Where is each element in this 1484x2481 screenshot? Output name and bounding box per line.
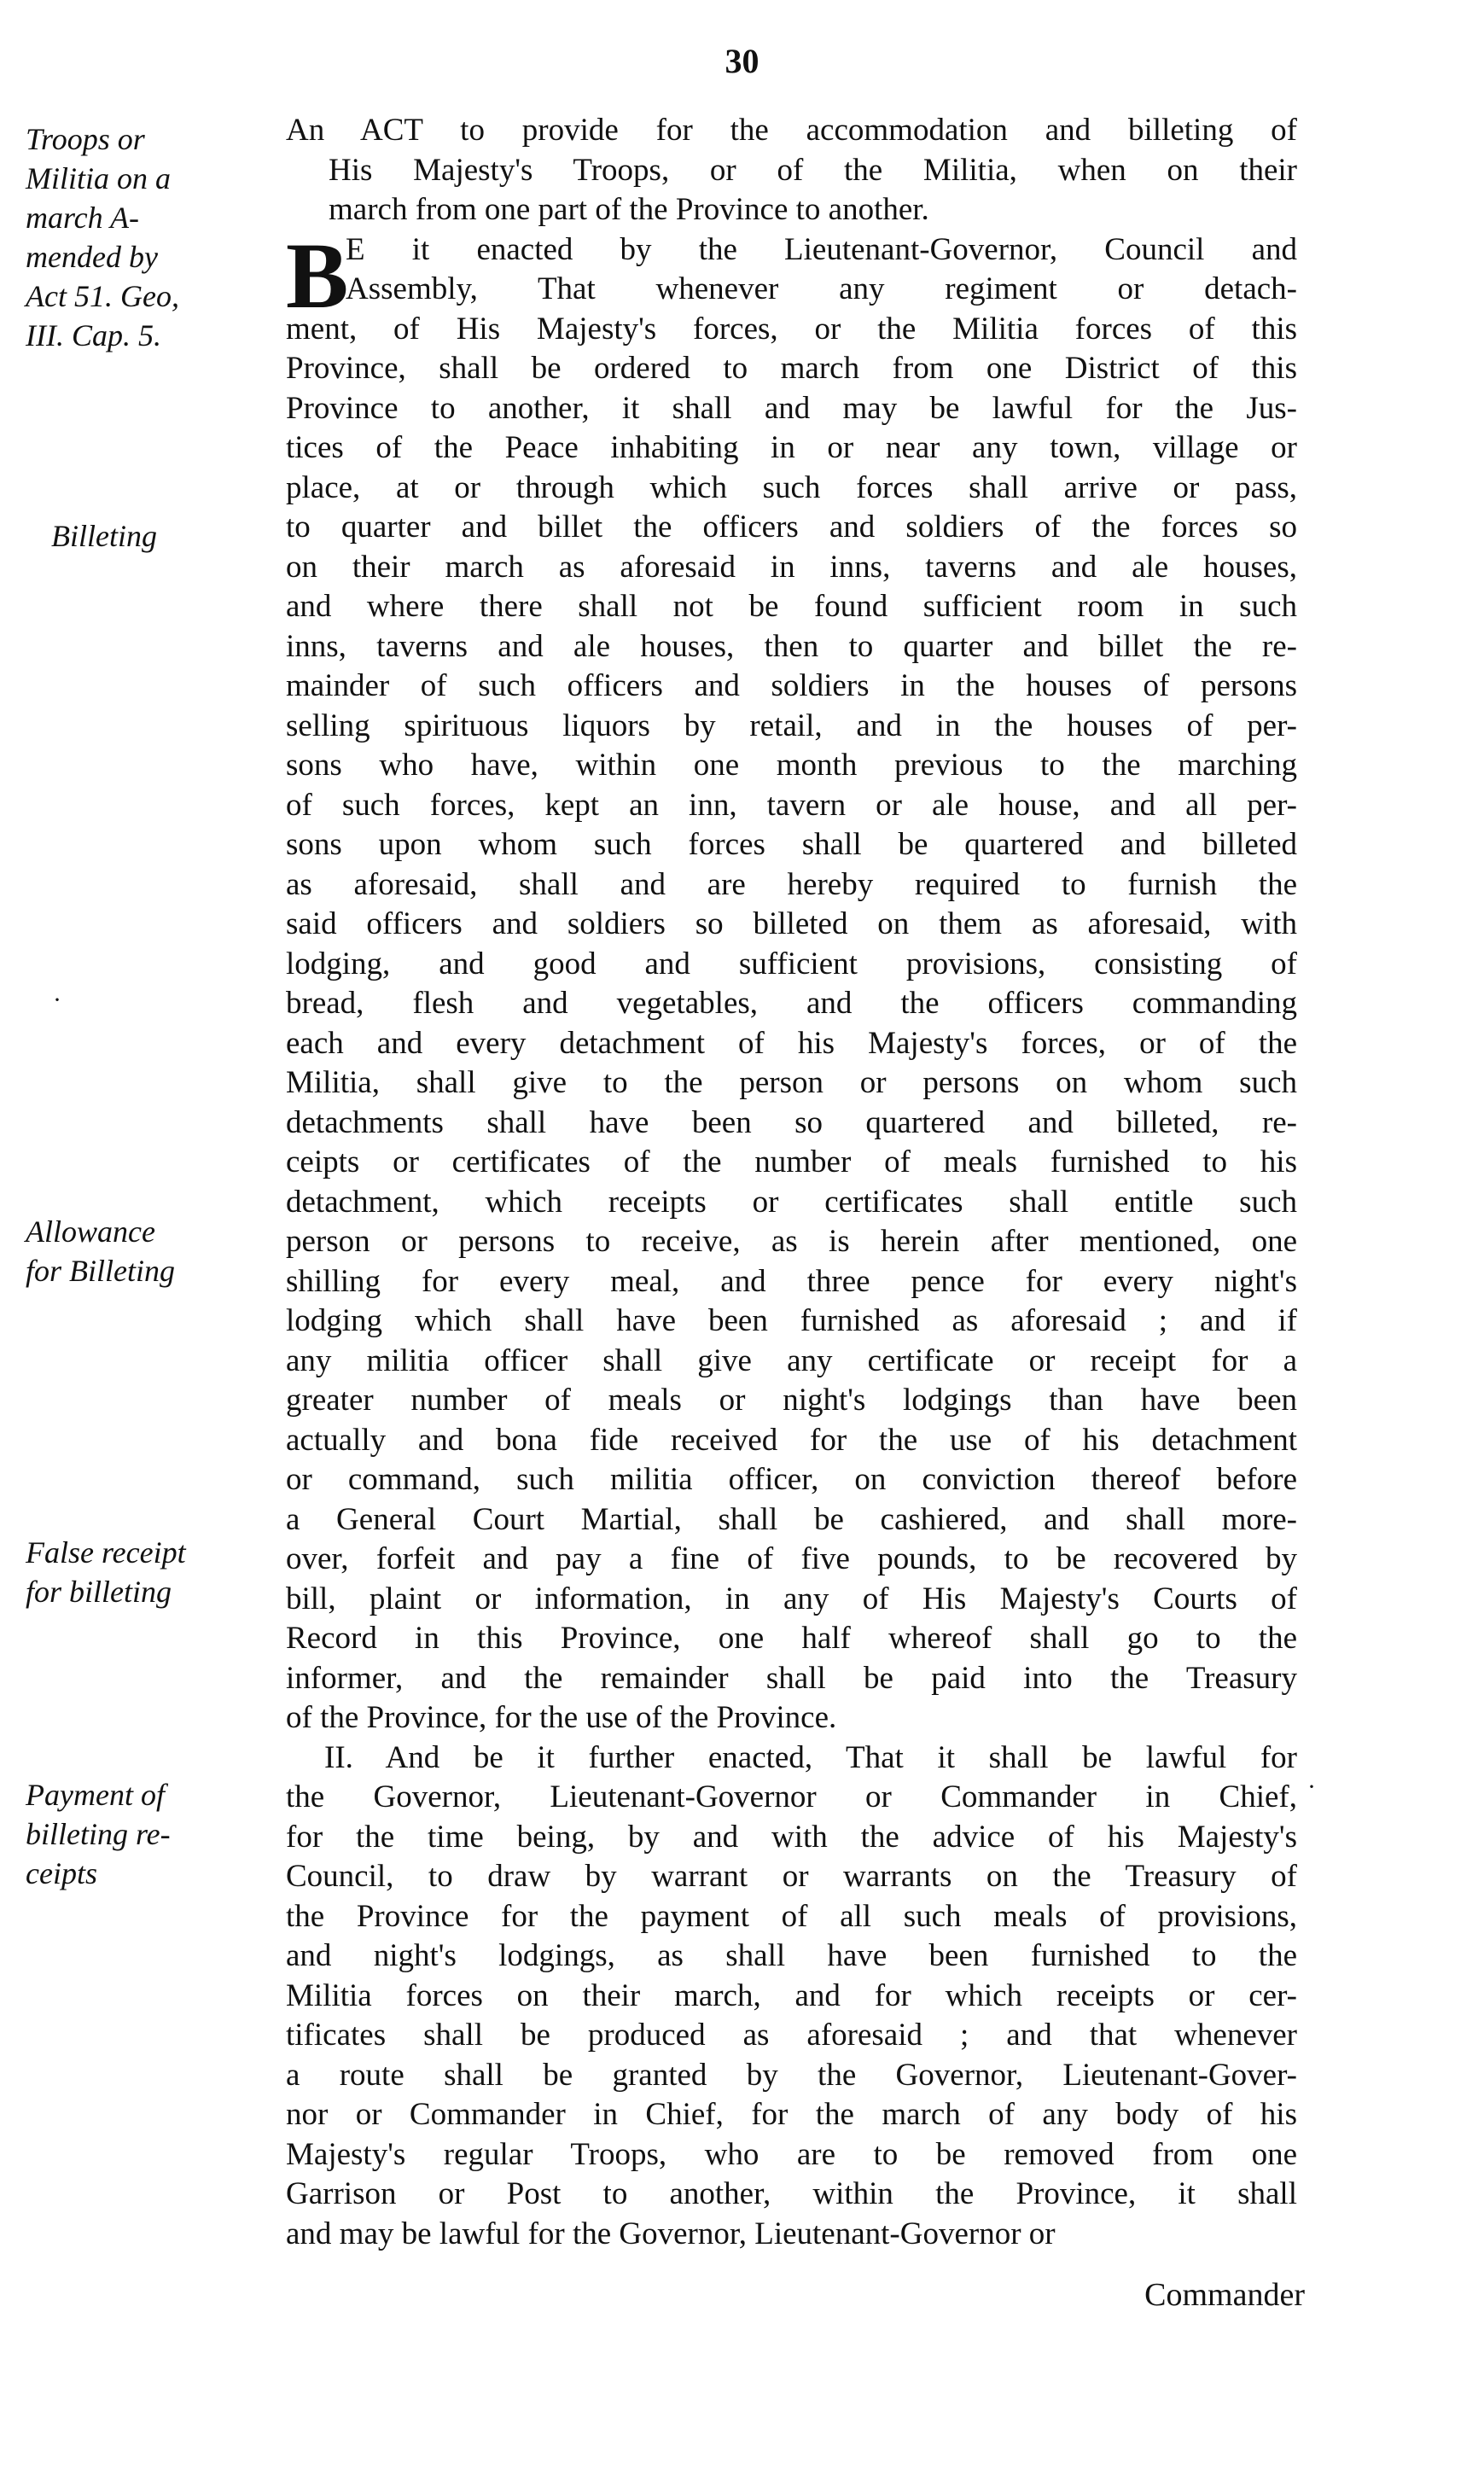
text-line: of such forces, kept an inn, tavern or ale house, and all per-	[286, 787, 1297, 823]
margin-note-allowance	[26, 1212, 273, 1290]
text-line: Record in this Province, one half whereof shall go to the	[286, 1621, 1297, 1656]
text-line: of the Province, for the use of the Province.	[286, 1700, 837, 1735]
text-line: march from one part of the Province to another.	[329, 192, 929, 227]
margin-note-line: Allowance	[26, 1214, 155, 1249]
text-line: to quarter and billet the officers and soldiers of the forces so	[286, 510, 1297, 545]
text-line: sons who have, within one month previous to the marching	[286, 748, 1297, 783]
margin-note-line: Troops or	[26, 122, 145, 156]
text-line: His Majesty's Troops, or of the Militia, when on their	[329, 152, 1297, 188]
text-line: E it enacted by the Lieutenant-Governor, Council and	[346, 231, 1297, 267]
text-line: Militia, shall give to the person or persons on whom such	[286, 1065, 1297, 1100]
text-line: Province, shall be ordered to march from one District of this	[286, 351, 1297, 386]
text-line: sons upon whom such forces shall be quartered and billeted	[286, 827, 1297, 862]
text-line: bill, plaint or information, in any of His Majesty's Courts of	[286, 1581, 1297, 1616]
text-line: the Governor, Lieutenant-Governor or Commander in Chief,	[286, 1779, 1297, 1814]
text-line: Majesty's regular Troops, who are to be removed from one	[286, 2136, 1297, 2172]
margin-note-line: mended by	[26, 240, 158, 274]
text-line: the Province for the payment of all such meals of provisions,	[286, 1898, 1297, 1934]
margin-note-line: False receipt	[26, 1535, 186, 1570]
text-line: Militia forces on their march, and for which receipts or cer-	[286, 1977, 1297, 2013]
text-line: place, at or through which such forces shall arrive or pass,	[286, 469, 1297, 505]
margin-note-line: III. Cap. 5.	[26, 318, 161, 352]
text-line: bread, flesh and vegetables, and the officers commanding	[286, 986, 1297, 1021]
margin-note-line: for Billeting	[26, 1254, 175, 1288]
margin-note-troops	[26, 119, 273, 355]
page-number: 30	[725, 42, 759, 80]
margin-note-line: for billeting	[26, 1575, 172, 1609]
margin-note-line: Payment of	[26, 1778, 165, 1812]
text-line: any militia officer shall give any certificate or receipt for a	[286, 1342, 1297, 1378]
text-line: tificates shall be produced as aforesaid ; and that whenever	[286, 2018, 1297, 2053]
text-line: An ACT to provide for the accommodation and billeting of	[286, 113, 1297, 148]
text-line: lodging which shall have been furnished as aforesaid ; and if	[286, 1303, 1297, 1338]
text-line: on their march as aforesaid in inns, taverns and ale houses,	[286, 549, 1297, 585]
margin-note-false-receipt	[26, 1533, 273, 1611]
catchword: Commander	[1144, 2277, 1305, 2313]
text-line: Province to another, it shall and may be lawful for the Jus-	[286, 390, 1297, 426]
text-line: a route shall be granted by the Governor, Lieutenant-Gover-	[286, 2057, 1297, 2093]
margin-note-line: Act 51. Geo,	[26, 279, 179, 313]
text-line: inns, taverns and ale houses, then to quarter and billet the re-	[286, 628, 1297, 664]
text-line: ceipts or certificates of the number of meals furnished to his	[286, 1144, 1297, 1179]
text-line: for the time being, by and with the advice of his Majesty's	[286, 1819, 1297, 1855]
margin-note-line: ceipts	[26, 1856, 97, 1890]
text-line: mainder of such officers and soldiers in the houses of persons	[286, 668, 1297, 703]
text-line: and night's lodgings, as shall have been furnished to the	[286, 1938, 1297, 1973]
text-line: a General Court Martial, shall be cashiered, and shall more-	[286, 1501, 1297, 1537]
margin-note-line: Billeting	[51, 519, 157, 553]
text-line: selling spirituous liquors by retail, and in the houses of per-	[286, 708, 1297, 743]
text-line: detachments shall have been so quartered and billeted, re-	[286, 1104, 1297, 1140]
text-line: detachment, which receipts or certificates shall entitle such	[286, 1184, 1297, 1220]
text-line: Council, to draw by warrant or warrants on the Treasury of	[286, 1859, 1297, 1894]
act-text-lines	[286, 111, 1297, 2254]
text-line: Garrison or Post to another, within the Province, it shall	[286, 2176, 1297, 2211]
margin-note-line: Militia on a	[26, 161, 171, 195]
text-line: informer, and the remainder shall be paid into the Treasury	[286, 1660, 1297, 1696]
margin-note-billeting	[51, 516, 299, 556]
text-line: nor or Commander in Chief, for the march of any body of his	[286, 2097, 1297, 2132]
act-text	[286, 111, 1297, 2254]
drop-cap: B	[286, 224, 349, 328]
margin-note-payment	[26, 1775, 273, 1893]
margin-note-line: march A-	[26, 201, 139, 235]
text-line: over, forfeit and pay a fine of five pounds, to be recovered by	[286, 1541, 1297, 1576]
text-line: greater number of meals or night's lodgings than have been	[286, 1383, 1297, 1418]
text-line: ment, of His Majesty's forces, or the Militia forces of this	[286, 311, 1297, 347]
text-line: as aforesaid, shall and are hereby required to furnish the	[286, 866, 1297, 902]
text-line: tices of the Peace inhabiting in or near any town, village or	[286, 430, 1297, 465]
text-line: lodging, and good and sufficient provisions, consisting of	[286, 946, 1297, 981]
text-line: or command, such militia officer, on conviction thereof before	[286, 1462, 1297, 1497]
text-line: said officers and soldiers so billeted on them as aforesaid, with	[286, 906, 1297, 941]
text-line: and may be lawful for the Governor, Lieutenant-Governor or	[286, 2216, 1056, 2251]
stray-dot: ·	[53, 986, 61, 1014]
text-line: and where there shall not be found sufficient room in such	[286, 589, 1297, 624]
text-line: shilling for every meal, and three pence for every night's	[286, 1263, 1297, 1299]
margin-note-line: billeting re-	[26, 1817, 171, 1851]
text-line: actually and bona fide received for the use of his detachment	[286, 1422, 1297, 1458]
text-line: Assembly, That whenever any regiment or detach-	[346, 271, 1297, 306]
text-line: person or persons to receive, as is herein after mentioned, one	[286, 1224, 1297, 1259]
text-line: each and every detachment of his Majesty's forces, or of the	[286, 1025, 1297, 1061]
stray-dot: ·	[1307, 1773, 1316, 1801]
text-line: II. And be it further enacted, That it shall be lawful for	[324, 1739, 1297, 1775]
